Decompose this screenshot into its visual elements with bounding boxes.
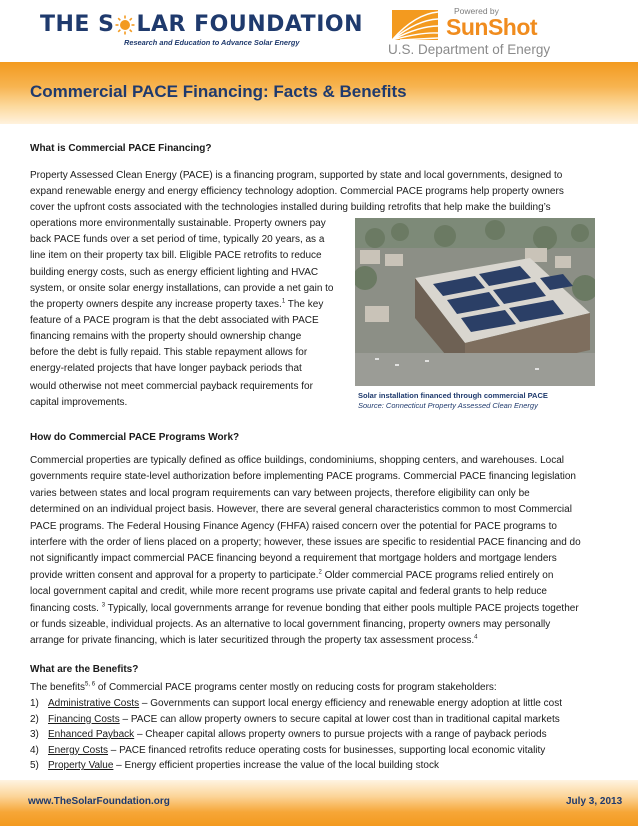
- sun-icon: [115, 15, 135, 35]
- sunshot-logo[interactable]: [388, 4, 551, 60]
- text-line: expand renewable energy and energy efficiency technology adoption. Commercial PACE programs help property owners: [30, 186, 564, 198]
- sunshot-rays-icon: [392, 10, 438, 40]
- solar-installation-photo: [355, 218, 595, 386]
- text-line: determined on an individual project basis. However, there are several general characteristics common to most Commercial: [30, 504, 572, 516]
- page-title: Commercial PACE Financing: Facts & Benefits: [30, 82, 407, 101]
- benefit-term: Property Value: [48, 760, 114, 772]
- footer-date: July 3, 2013: [566, 796, 623, 807]
- text-line: arrange for private financing, which is later securitized through the property tax assessment process.$^4$: [30, 635, 478, 647]
- footnote-ref[interactable]: 2: [318, 569, 322, 576]
- footnote-ref[interactable]: 4: [474, 635, 478, 642]
- benefits-intro: The benefits$^{5, 6}$ of Commercial PACE programs center mostly on reducing costs for program stakeholders:: [30, 681, 497, 693]
- section-heading-benefits: What are the Benefits?: [30, 664, 139, 675]
- footnote-ref[interactable]: 5, 6: [85, 681, 96, 688]
- benefit-term: Energy Costs: [48, 744, 109, 756]
- benefit-term: Financing Costs: [48, 713, 120, 725]
- text-line: feature of a PACE program is that the debt associated with PACE: [30, 314, 319, 326]
- text-line: Commercial properties are typically defined as office buildings, condominiums, shopping centers, and warehouses. Local: [30, 455, 564, 466]
- text-line: financing remains with the property should ownership change: [30, 330, 302, 342]
- text-line: or funds sizeable, individual projects. As an alternative to local government financing, property owners may personally: [30, 619, 551, 631]
- text-line: not significantly impact commercial PACE financing beyond a requirement that mortgage holders and mortgage lenders: [30, 553, 557, 565]
- powered-by-label: Powered by: [454, 6, 499, 16]
- header: [0, 0, 638, 62]
- text-line: energy-related projects that have longer payback periods that: [30, 363, 302, 375]
- text-line: cover the upfront costs associated with the technologies installed during building retrofits that help make the building’s: [30, 202, 551, 214]
- photo-caption-title: Solar installation financed through commercial PACE: [358, 391, 548, 400]
- list-item: 3) Enhanced Payback – Cheaper capital allows property owners to pursue projects with a range of payback periods: [30, 729, 547, 741]
- benefit-term: Enhanced Payback: [48, 729, 135, 741]
- doe-label: U.S. Department of Energy: [388, 42, 551, 57]
- text-line: before the debt is fully repaid. This stable repayment allows for: [30, 347, 308, 359]
- logo-tagline: Research and Education to Advance Solar Energy: [124, 38, 300, 47]
- text-line: line item on their property tax bill. Eligible PACE retrofits to reduce: [30, 250, 322, 262]
- section-heading-what: What is Commercial PACE Financing?: [30, 143, 212, 154]
- list-item: 2) Financing Costs – PACE can allow property owners to secure capital at lower cost than in traditional capital markets: [30, 713, 560, 725]
- text-line: PACE programs. The Federal Housing Finance Agency (FHFA) raised concern over the potential for PACE programs to: [30, 520, 557, 532]
- text-line: varies between states and local program requirements can vary between projects, therefore eligibility can only be: [30, 487, 530, 499]
- list-item: 1) Administrative Costs – Governments can support local energy efficiency and renewable energy adoption at little cost: [30, 698, 562, 709]
- text-line: the property owners despite any increase property taxes.$^1$ The key: [30, 298, 324, 310]
- text-line: governments require state-level authorization before implementing PACE programs. Commercial PACE financing legislation: [30, 471, 576, 483]
- text-line: local government capital and credit, while more recent programs use private capital and federal grants to help reduce: [30, 586, 547, 598]
- text-line: financing costs. $^3$ Typically, local governments arrange for revenue bonding that either pools multiple PACE projects together: [30, 602, 579, 614]
- text-line: Property Assessed Clean Energy (PACE) is a financing program, supported by state and local governments, designed to: [30, 170, 563, 181]
- text-line: interfere with the order of liens placed on a property; however, these issues are specific to residential PACE financing and do: [30, 537, 581, 549]
- photo-caption-source: Source: Connecticut Property Assessed Clean Energy: [358, 401, 538, 410]
- section-heading-how: How do Commercial PACE Programs Work?: [30, 432, 240, 443]
- text-line: building energy costs, such as energy efficient lighting and HVAC: [30, 266, 319, 278]
- benefit-term: Administrative Costs: [48, 698, 140, 709]
- text-line: operations more environmentally sustainable. Property owners pay: [30, 218, 326, 230]
- logo-wordmark: THE S LAR FOUNDATION: [40, 12, 363, 37]
- footnote-ref[interactable]: 1: [281, 298, 286, 305]
- paragraph-how-it-works: [30, 453, 615, 650]
- text-line: provide written consent and approval for a property to participate.$^2$ Older commercial PACE programs relied entirely on: [30, 569, 554, 581]
- list-item: 5) Property Value – Energy efficient properties increase the value of the local building stock: [30, 760, 439, 772]
- text-line: capital improvements.: [30, 397, 128, 409]
- text-line: system, or onsite solar energy installations, can provide a net gain to: [30, 282, 334, 294]
- footnote-ref[interactable]: 3: [101, 602, 106, 609]
- solar-foundation-logo[interactable]: [40, 12, 363, 52]
- footer-website-link[interactable]: www.TheSolarFoundation.org: [28, 796, 170, 807]
- benefits-list: [30, 696, 562, 774]
- text-line: would otherwise not meet commercial payback requirements for: [30, 381, 313, 393]
- list-item: 4) Energy Costs – PACE financed retrofits reduce operating costs for businesses, supporting local economic vitality: [30, 744, 546, 756]
- text-line: back PACE funds over a set period of time, typically 20 years, as a: [30, 234, 325, 246]
- sunshot-wordmark: SunShot: [446, 14, 538, 40]
